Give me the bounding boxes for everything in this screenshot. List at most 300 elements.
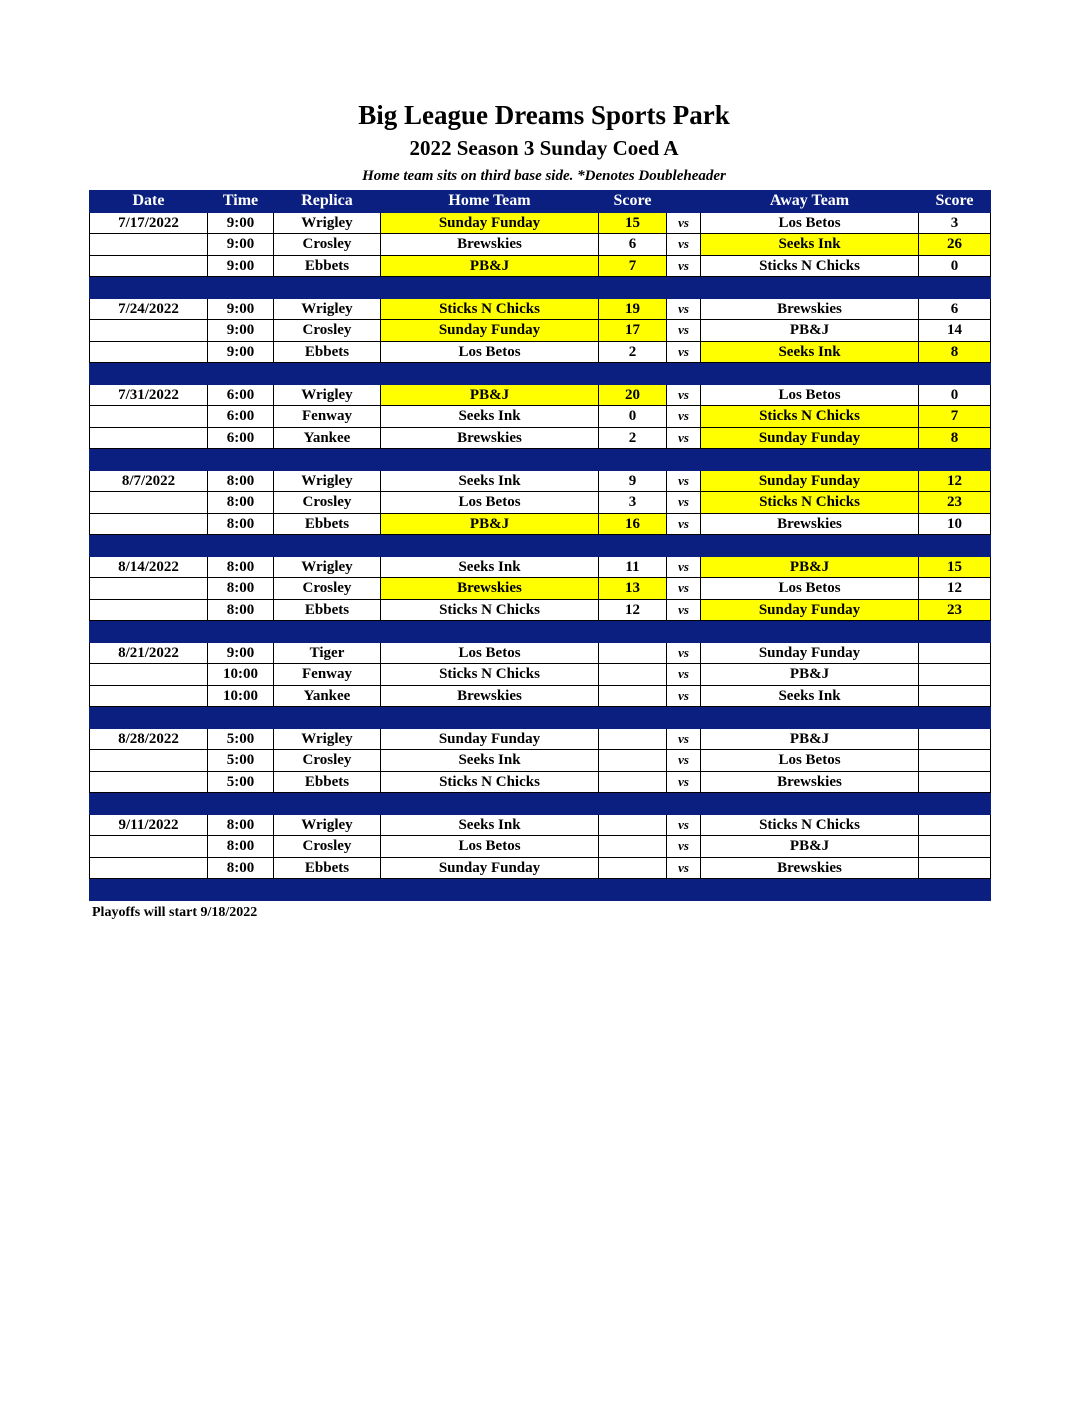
home-team: Sunday Funday [381,857,599,879]
separator-cell [919,363,991,385]
game-field: Wrigley [274,298,381,320]
week-separator-row [90,277,991,299]
separator-cell [208,535,274,557]
separator-cell [208,879,274,901]
separator-cell [599,621,667,643]
separator-cell [667,621,701,643]
separator-cell [701,449,919,471]
game-date [90,492,208,514]
game-field: Fenway [274,406,381,428]
game-field: Ebbets [274,341,381,363]
game-date [90,857,208,879]
game-date: 8/7/2022 [90,470,208,492]
separator-cell [381,363,599,385]
header-row [90,191,991,213]
game-time: 6:00 [208,406,274,428]
away-score: 26 [919,234,991,256]
vs-label: vs [667,298,701,320]
game-date: 8/28/2022 [90,728,208,750]
table-row [90,384,991,406]
game-date [90,255,208,277]
table-row [90,406,991,428]
home-team: Brewskies [381,685,599,707]
vs-label: vs [667,599,701,621]
game-date [90,750,208,772]
vs-label: vs [667,470,701,492]
home-score: 15 [599,212,667,234]
separator-cell [90,363,208,385]
game-field: Wrigley [274,470,381,492]
separator-cell [208,621,274,643]
separator-cell [599,793,667,815]
game-date [90,406,208,428]
vs-label: vs [667,556,701,578]
home-team: Los Betos [381,492,599,514]
table-row [90,470,991,492]
page-subtitle: 2022 Season 3 Sunday Coed A [409,136,679,160]
separator-cell [274,879,381,901]
game-field: Wrigley [274,814,381,836]
separator-cell [90,621,208,643]
separator-cell [919,277,991,299]
vs-label: vs [667,492,701,514]
home-score: 20 [599,384,667,406]
away-team: PB&J [701,320,919,342]
home-team: Brewskies [381,427,599,449]
away-score: 6 [919,298,991,320]
separator-cell [667,363,701,385]
table-row [90,578,991,600]
home-team: Seeks Ink [381,470,599,492]
away-team: PB&J [701,556,919,578]
header-home-team: Home Team [381,191,599,213]
table-row [90,642,991,664]
game-time: 10:00 [208,664,274,686]
away-score [919,857,991,879]
game-time: 8:00 [208,556,274,578]
game-field: Crosley [274,492,381,514]
separator-cell [599,535,667,557]
separator-cell [274,621,381,643]
separator-cell [90,277,208,299]
separator-cell [667,449,701,471]
separator-cell [274,535,381,557]
playoffs-note: Playoffs will start 9/18/2022 [92,905,258,920]
away-score: 3 [919,212,991,234]
header-vs [667,191,701,213]
separator-cell [667,535,701,557]
home-team: Seeks Ink [381,750,599,772]
game-time: 9:00 [208,642,274,664]
game-date [90,771,208,793]
separator-cell [701,879,919,901]
game-time: 9:00 [208,298,274,320]
home-team: Sticks N Chicks [381,771,599,793]
away-team: Brewskies [701,298,919,320]
game-field: Ebbets [274,857,381,879]
home-team: Seeks Ink [381,556,599,578]
away-team: Sunday Funday [701,599,919,621]
game-date [90,664,208,686]
game-field: Crosley [274,320,381,342]
week-separator-row [90,793,991,815]
separator-cell [919,535,991,557]
separator-cell [90,879,208,901]
separator-cell [919,707,991,729]
game-time: 9:00 [208,320,274,342]
week-separator-row [90,363,991,385]
separator-cell [599,707,667,729]
away-score [919,750,991,772]
schedule-table [89,190,991,901]
home-team: Los Betos [381,341,599,363]
vs-label: vs [667,836,701,858]
table-row [90,664,991,686]
schedule-note: Home team sits on third base side. *Denotes Doubleheader [362,168,726,184]
away-score [919,814,991,836]
away-team: PB&J [701,664,919,686]
home-score [599,771,667,793]
home-score [599,664,667,686]
away-score [919,728,991,750]
home-team: Los Betos [381,642,599,664]
separator-cell [90,707,208,729]
home-team: Los Betos [381,836,599,858]
home-score: 7 [599,255,667,277]
away-team: Sticks N Chicks [701,492,919,514]
game-date: 7/24/2022 [90,298,208,320]
header-date: Date [90,191,208,213]
home-score [599,685,667,707]
game-field: Crosley [274,578,381,600]
game-field: Fenway [274,664,381,686]
separator-cell [274,363,381,385]
separator-cell [667,277,701,299]
game-date [90,685,208,707]
home-team: PB&J [381,513,599,535]
separator-cell [599,879,667,901]
game-field: Yankee [274,427,381,449]
table-row [90,685,991,707]
away-team: Brewskies [701,771,919,793]
game-date [90,836,208,858]
away-team: PB&J [701,836,919,858]
away-score: 14 [919,320,991,342]
game-field: Wrigley [274,728,381,750]
header-away-team: Away Team [701,191,919,213]
home-score: 2 [599,341,667,363]
away-score: 0 [919,384,991,406]
away-score: 0 [919,255,991,277]
vs-label: vs [667,685,701,707]
separator-cell [381,449,599,471]
game-time: 8:00 [208,836,274,858]
game-time: 8:00 [208,578,274,600]
separator-cell [599,363,667,385]
table-row [90,771,991,793]
vs-label: vs [667,320,701,342]
game-date: 8/21/2022 [90,642,208,664]
separator-cell [701,793,919,815]
game-field: Wrigley [274,384,381,406]
home-team: Brewskies [381,234,599,256]
table-row [90,814,991,836]
home-score: 2 [599,427,667,449]
game-date: 9/11/2022 [90,814,208,836]
table-row [90,427,991,449]
game-field: Wrigley [274,212,381,234]
separator-cell [90,449,208,471]
table-row [90,341,991,363]
vs-label: vs [667,406,701,428]
game-date [90,427,208,449]
home-score [599,642,667,664]
separator-cell [667,793,701,815]
separator-cell [919,621,991,643]
home-team: Sticks N Chicks [381,664,599,686]
separator-cell [381,621,599,643]
home-team: Sunday Funday [381,320,599,342]
separator-cell [90,793,208,815]
vs-label: vs [667,341,701,363]
vs-label: vs [667,814,701,836]
home-team: Seeks Ink [381,814,599,836]
vs-label: vs [667,728,701,750]
separator-cell [701,707,919,729]
vs-label: vs [667,384,701,406]
game-field: Tiger [274,642,381,664]
game-field: Ebbets [274,771,381,793]
vs-label: vs [667,255,701,277]
away-score: 7 [919,406,991,428]
game-time: 8:00 [208,470,274,492]
game-field: Crosley [274,750,381,772]
home-score: 3 [599,492,667,514]
table-row [90,836,991,858]
week-separator-row [90,535,991,557]
week-separator-row [90,879,991,901]
home-score: 0 [599,406,667,428]
table-row [90,234,991,256]
away-team: Seeks Ink [701,685,919,707]
away-team: Brewskies [701,513,919,535]
home-score [599,728,667,750]
separator-cell [208,449,274,471]
away-score: 15 [919,556,991,578]
game-date [90,320,208,342]
separator-cell [381,277,599,299]
game-field: Yankee [274,685,381,707]
home-score: 9 [599,470,667,492]
home-score: 13 [599,578,667,600]
game-time: 10:00 [208,685,274,707]
separator-cell [701,535,919,557]
away-team: Seeks Ink [701,234,919,256]
home-score [599,750,667,772]
home-team: PB&J [381,255,599,277]
game-date: 7/31/2022 [90,384,208,406]
game-date [90,234,208,256]
away-team: Sunday Funday [701,470,919,492]
table-row [90,255,991,277]
vs-label: vs [667,750,701,772]
home-score: 6 [599,234,667,256]
separator-cell [208,707,274,729]
separator-cell [667,707,701,729]
home-team: PB&J [381,384,599,406]
game-field: Ebbets [274,513,381,535]
away-team: Sunday Funday [701,642,919,664]
game-time: 9:00 [208,234,274,256]
game-time: 9:00 [208,255,274,277]
vs-label: vs [667,427,701,449]
away-team: PB&J [701,728,919,750]
separator-cell [701,363,919,385]
game-time: 9:00 [208,341,274,363]
game-field: Ebbets [274,255,381,277]
separator-cell [599,277,667,299]
vs-label: vs [667,664,701,686]
home-score [599,857,667,879]
separator-cell [701,277,919,299]
separator-cell [90,535,208,557]
game-time: 5:00 [208,750,274,772]
game-field: Crosley [274,234,381,256]
away-score: 10 [919,513,991,535]
away-team: Sticks N Chicks [701,255,919,277]
table-row [90,857,991,879]
game-date: 8/14/2022 [90,556,208,578]
table-row [90,298,991,320]
home-team: Brewskies [381,578,599,600]
game-field: Ebbets [274,599,381,621]
home-team: Sunday Funday [381,212,599,234]
vs-label: vs [667,234,701,256]
header-away-score: Score [919,191,991,213]
vs-label: vs [667,771,701,793]
away-team: Los Betos [701,750,919,772]
table-row [90,492,991,514]
game-date [90,578,208,600]
vs-label: vs [667,578,701,600]
week-separator-row [90,707,991,729]
away-score [919,664,991,686]
home-score: 11 [599,556,667,578]
game-time: 8:00 [208,492,274,514]
vs-label: vs [667,212,701,234]
vs-label: vs [667,642,701,664]
separator-cell [208,363,274,385]
separator-cell [381,535,599,557]
away-team: Los Betos [701,578,919,600]
away-score: 23 [919,492,991,514]
away-team: Los Betos [701,212,919,234]
away-score: 12 [919,470,991,492]
away-score: 8 [919,341,991,363]
game-time: 8:00 [208,513,274,535]
home-score [599,814,667,836]
game-time: 8:00 [208,857,274,879]
separator-cell [381,879,599,901]
table-row [90,212,991,234]
away-score [919,685,991,707]
home-team: Sunday Funday [381,728,599,750]
separator-cell [381,793,599,815]
home-score: 16 [599,513,667,535]
home-score: 17 [599,320,667,342]
week-separator-row [90,621,991,643]
vs-label: vs [667,857,701,879]
table-row [90,728,991,750]
header-replica: Replica [274,191,381,213]
away-team: Brewskies [701,857,919,879]
separator-cell [667,879,701,901]
away-team: Sunday Funday [701,427,919,449]
game-time: 8:00 [208,814,274,836]
week-separator-row [90,449,991,471]
game-date [90,513,208,535]
page-title: Big League Dreams Sports Park [358,100,730,130]
home-team: Sticks N Chicks [381,599,599,621]
game-date [90,599,208,621]
table-row [90,556,991,578]
game-field: Wrigley [274,556,381,578]
separator-cell [701,621,919,643]
away-team: Los Betos [701,384,919,406]
home-score: 12 [599,599,667,621]
game-time: 6:00 [208,427,274,449]
table-row [90,750,991,772]
separator-cell [208,277,274,299]
away-score: 23 [919,599,991,621]
game-date: 7/17/2022 [90,212,208,234]
game-time: 6:00 [208,384,274,406]
home-team: Sticks N Chicks [381,298,599,320]
away-score: 12 [919,578,991,600]
separator-cell [919,879,991,901]
away-team: Seeks Ink [701,341,919,363]
separator-cell [381,707,599,729]
separator-cell [274,277,381,299]
game-time: 5:00 [208,771,274,793]
game-field: Crosley [274,836,381,858]
header-time: Time [208,191,274,213]
away-team: Sticks N Chicks [701,406,919,428]
game-time: 8:00 [208,599,274,621]
separator-cell [919,449,991,471]
separator-cell [274,449,381,471]
away-team: Sticks N Chicks [701,814,919,836]
table-row [90,320,991,342]
away-score [919,771,991,793]
game-time: 5:00 [208,728,274,750]
separator-cell [599,449,667,471]
home-team: Seeks Ink [381,406,599,428]
separator-cell [208,793,274,815]
away-score [919,642,991,664]
away-score [919,836,991,858]
header-home-score: Score [599,191,667,213]
home-score: 19 [599,298,667,320]
separator-cell [274,707,381,729]
table-row [90,599,991,621]
home-score [599,836,667,858]
away-score: 8 [919,427,991,449]
game-time: 9:00 [208,212,274,234]
table-row [90,513,991,535]
separator-cell [919,793,991,815]
vs-label: vs [667,513,701,535]
